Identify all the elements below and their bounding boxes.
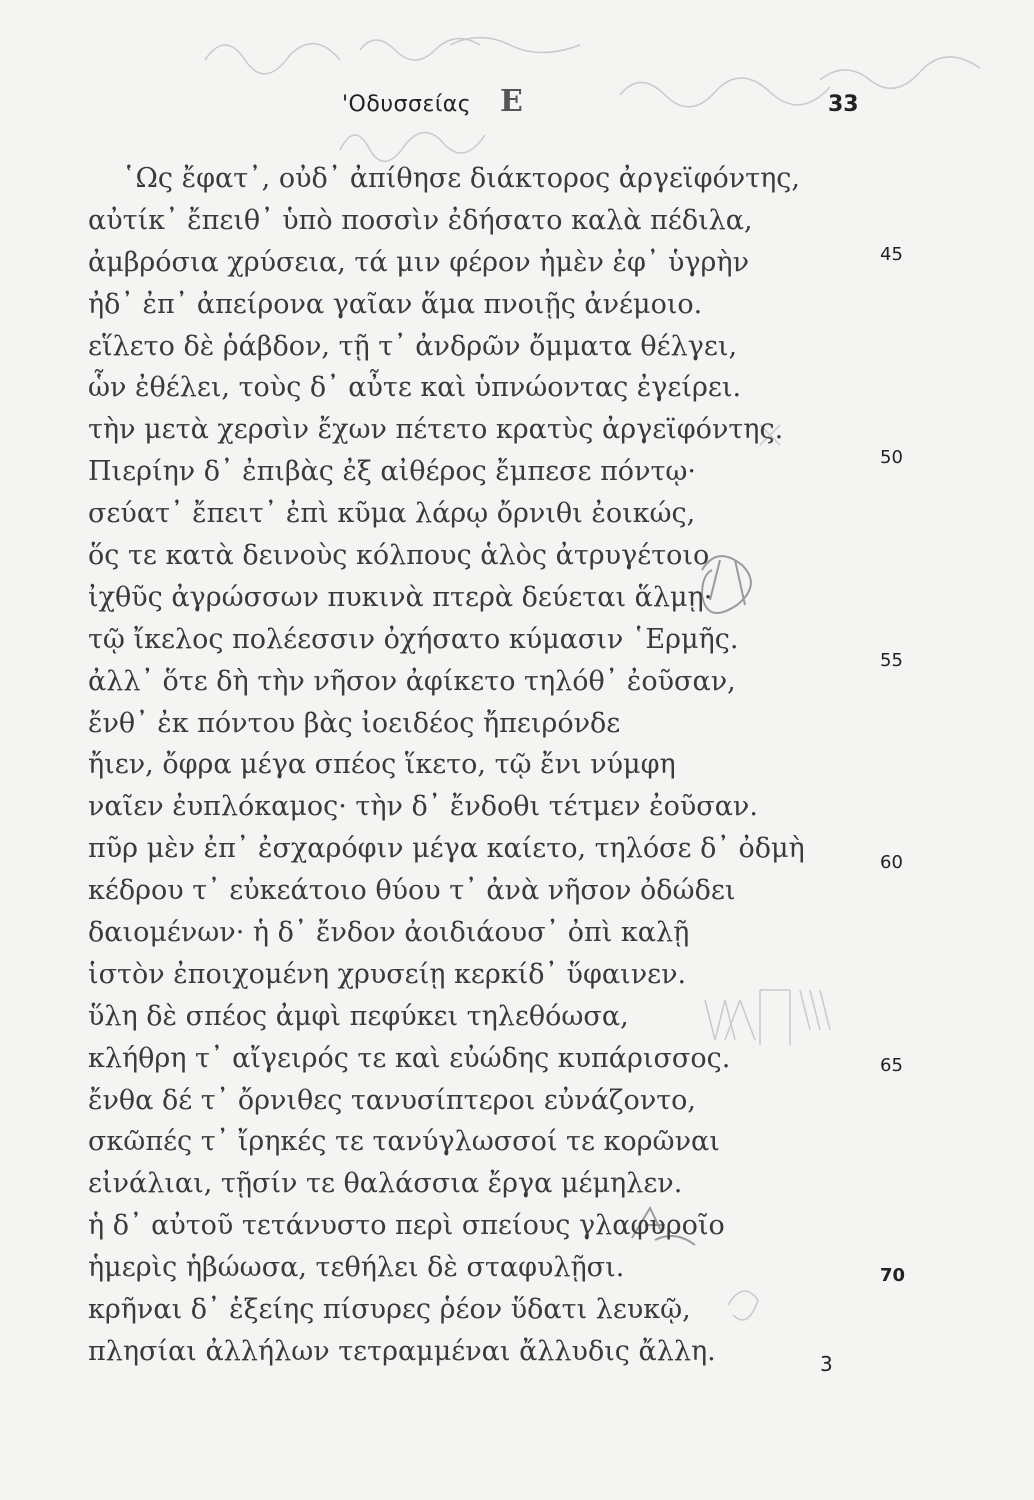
verse-line: τῷ ἴκελος πολέεσσιν ὀχήσατο κύμασιν ῾Ερμῆς. — [88, 623, 739, 655]
verse-line: ναῖεν ἐυπλόκαμος· τὴν δ᾽ ἔνδοθι τέτμεν ἐοῦσαν. — [88, 791, 758, 823]
sheet-number: 3 — [820, 1352, 833, 1376]
verse-line: ὅς τε κατὰ δεινοὺς κόλπους ἁλὸς ἀτρυγέτοιο — [88, 540, 710, 572]
verse-line: κλήθρη τ᾽ αἴγειρός τε καὶ εὐώδης κυπάρισσος. — [88, 1042, 731, 1074]
verse-line: ἠδ᾽ ἐπ᾽ ἀπείρονα γαῖαν ἅμα πνοιῇς ἀνέμοιο. — [88, 288, 703, 320]
book-letter: E — [500, 84, 523, 119]
verse-line: δαιομένων· ἡ δ᾽ ἔνδον ἀοιδιάουσ᾽ ὀπὶ καλῇ — [88, 917, 690, 949]
line-number: 60 — [880, 852, 903, 873]
verse-line: κέδρου τ᾽ εὐκεάτοιο θύου τ᾽ ἀνὰ νῆσον ὀδώδει — [88, 875, 736, 907]
verse-line: εἰνάλιαι, τῇσίν τε θαλάσσια ἔργα μέμηλεν. — [88, 1168, 683, 1200]
verse-line: ἤιεν, ὄφρα μέγα σπέος ἵκετο, τῷ ἔνι νύμφη — [88, 749, 676, 781]
verse-line: ἰχθῦς ἀγρώσσων πυκινὰ πτερὰ δεύεται ἅλμῃ· — [88, 581, 713, 613]
line-number: 45 — [880, 244, 903, 265]
book-title: 'Οδυσσείας — [342, 92, 472, 117]
verse-block — [88, 158, 848, 1373]
verse-line: κρῆναι δ᾽ ἑξείης πίσυρες ῥέον ὕδατι λευκῷ, — [88, 1294, 691, 1326]
line-number: 65 — [880, 1055, 903, 1076]
verse-line: ἱστὸν ἐποιχομένη χρυσείῃ κερκίδ᾽ ὕφαινεν. — [88, 958, 687, 990]
verse-line: ἀλλ᾽ ὅτε δὴ τὴν νῆσον ἀφίκετο τηλόθ᾽ ἐοῦσαν, — [88, 665, 736, 697]
verse-line: ἀμβρόσια χρύσεια, τά μιν φέρον ἠμὲν ἐφ᾽ ὑγρὴν — [88, 246, 749, 278]
verse-line: σκῶπές τ᾽ ἴρηκές τε τανύγλωσσοί τε κορῶναι — [88, 1126, 720, 1158]
verse-line: ἡμερὶς ἡβώωσα, τεθήλει δὲ σταφυλῇσι. — [88, 1252, 625, 1284]
verse-line: ῾Ως ἔφατ᾽, οὐδ᾽ ἀπίθησε διάκτορος ἀργεϊφόντης, — [122, 163, 801, 194]
verse-line: σεύατ᾽ ἔπειτ᾽ ἐπὶ κῦμα λάρῳ ὄρνιθι ἐοικώς, — [88, 498, 696, 530]
verse-line: ὧν ἐθέλει, τοὺς δ᾽ αὖτε καὶ ὑπνώοντας ἐγείρει. — [88, 372, 742, 404]
verse-line: εἵλετο δὲ ῥάβδον, τῇ τ᾽ ἀνδρῶν ὄμματα θέλγει, — [88, 330, 738, 362]
verse-line: πλησίαι ἀλλήλων τετραμμέναι ἄλλυδις ἄλλη. — [88, 1335, 716, 1367]
verse-line: τὴν μετὰ χερσὶν ἔχων πέτετο κρατὺς ἀργεϊφόντης. — [88, 414, 784, 446]
verse-line: ὕλη δὲ σπέος ἀμφὶ πεφύκει τηλεθόωσα, — [88, 1000, 629, 1032]
line-number: 50 — [880, 447, 903, 468]
verse-line: ἔνθ᾽ ἐκ πόντου βὰς ἰοειδέος ἤπειρόνδε — [88, 707, 621, 739]
page-number: 33 — [828, 92, 859, 117]
line-number: 70 — [880, 1265, 906, 1286]
verse-line: αὐτίκ᾽ ἔπειθ᾽ ὑπὸ ποσσὶν ἐδήσατο καλὰ πέδιλα, — [88, 204, 753, 236]
verse-line: ἡ δ᾽ αὐτοῦ τετάνυστο περὶ σπείους γλαφυροῖο — [88, 1210, 725, 1242]
verse-line: Πιερίην δ᾽ ἐπιβὰς ἐξ αἰθέρος ἔμπεσε πόντῳ· — [88, 456, 697, 488]
verse-line: πῦρ μὲν ἐπ᾽ ἐσχαρόφιν μέγα καίετο, τηλόσε δ᾽ ὀδμὴ — [88, 833, 805, 865]
line-number: 55 — [880, 650, 903, 671]
verse-line: ἔνθα δέ τ᾽ ὄρνιθες τανυσίπτεροι εὐνάζοντο, — [88, 1084, 697, 1116]
